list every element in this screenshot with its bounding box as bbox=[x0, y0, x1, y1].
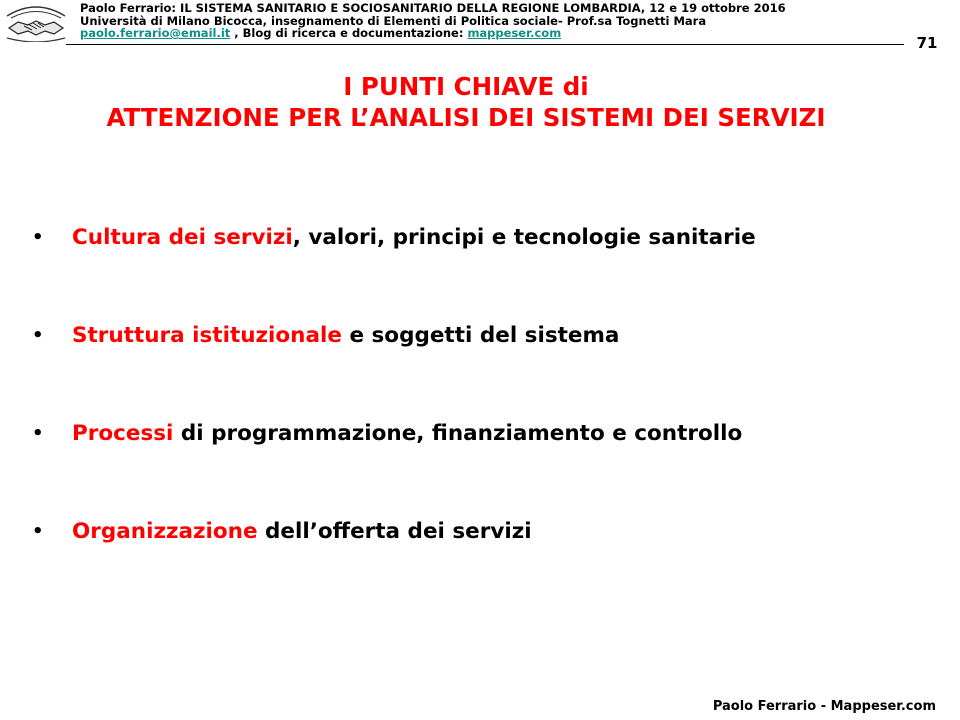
header-university-line: Università di Milano Bicocca, insegnamento di Elementi di Politica sociale- Prof.sa Tognetti Mara bbox=[80, 13, 707, 28]
bullet-text bbox=[72, 320, 619, 352]
bullet-dot: • bbox=[32, 227, 44, 248]
header-course-line: Paolo Ferrario: IL SISTEMA SANITARIO E SOCIOSANITARIO DELLA REGIONE LOMBARDIA, 12 e 19 ottobre 2016 bbox=[80, 1, 786, 15]
slide-number: 71 bbox=[916, 34, 938, 52]
handshake-logo-icon bbox=[4, 2, 68, 42]
bullet-dot: • bbox=[32, 325, 44, 346]
bullet-text bbox=[72, 516, 532, 548]
blog-link[interactable]: mappeser.com bbox=[467, 26, 562, 40]
bullet-text bbox=[72, 222, 756, 254]
blog-label: , Blog di ricerca e documentazione: bbox=[230, 26, 468, 40]
bullet-rest: e soggetti del sistema bbox=[341, 323, 620, 348]
header-divider bbox=[66, 44, 904, 45]
footer-credit: Paolo Ferrario - Mappeser.com bbox=[712, 699, 936, 714]
bullet-rest: , valori, principi e tecnologie sanitarie bbox=[292, 225, 756, 250]
slide-header bbox=[80, 2, 880, 40]
bullet-text bbox=[72, 418, 742, 450]
bullet-dot: • bbox=[32, 521, 44, 542]
bullet-list bbox=[32, 222, 932, 614]
header-contact-line bbox=[80, 27, 880, 40]
bullet-rest: dell’offerta dei servizi bbox=[257, 519, 532, 544]
bullet-highlight: Struttura istituzionale bbox=[72, 323, 342, 348]
bullet-item bbox=[32, 320, 932, 418]
bullet-item bbox=[32, 418, 932, 516]
bullet-dot: • bbox=[32, 423, 44, 444]
bullet-item bbox=[32, 516, 932, 614]
title-line-2: ATTENZIONE PER L’ANALISI DEI SISTEMI DEI SERVIZI bbox=[106, 103, 826, 132]
title-line-1: I PUNTI CHIAVE di bbox=[343, 72, 589, 101]
email-link[interactable]: paolo.ferrario@email.it bbox=[80, 26, 231, 40]
bullet-highlight: Cultura dei servizi bbox=[72, 225, 293, 250]
bullet-highlight: Organizzazione bbox=[72, 519, 258, 544]
bullet-highlight: Processi bbox=[72, 421, 174, 446]
bullet-item bbox=[32, 222, 932, 320]
slide-title bbox=[0, 71, 932, 133]
bullet-rest: di programmazione, finanziamento e controllo bbox=[173, 421, 743, 446]
